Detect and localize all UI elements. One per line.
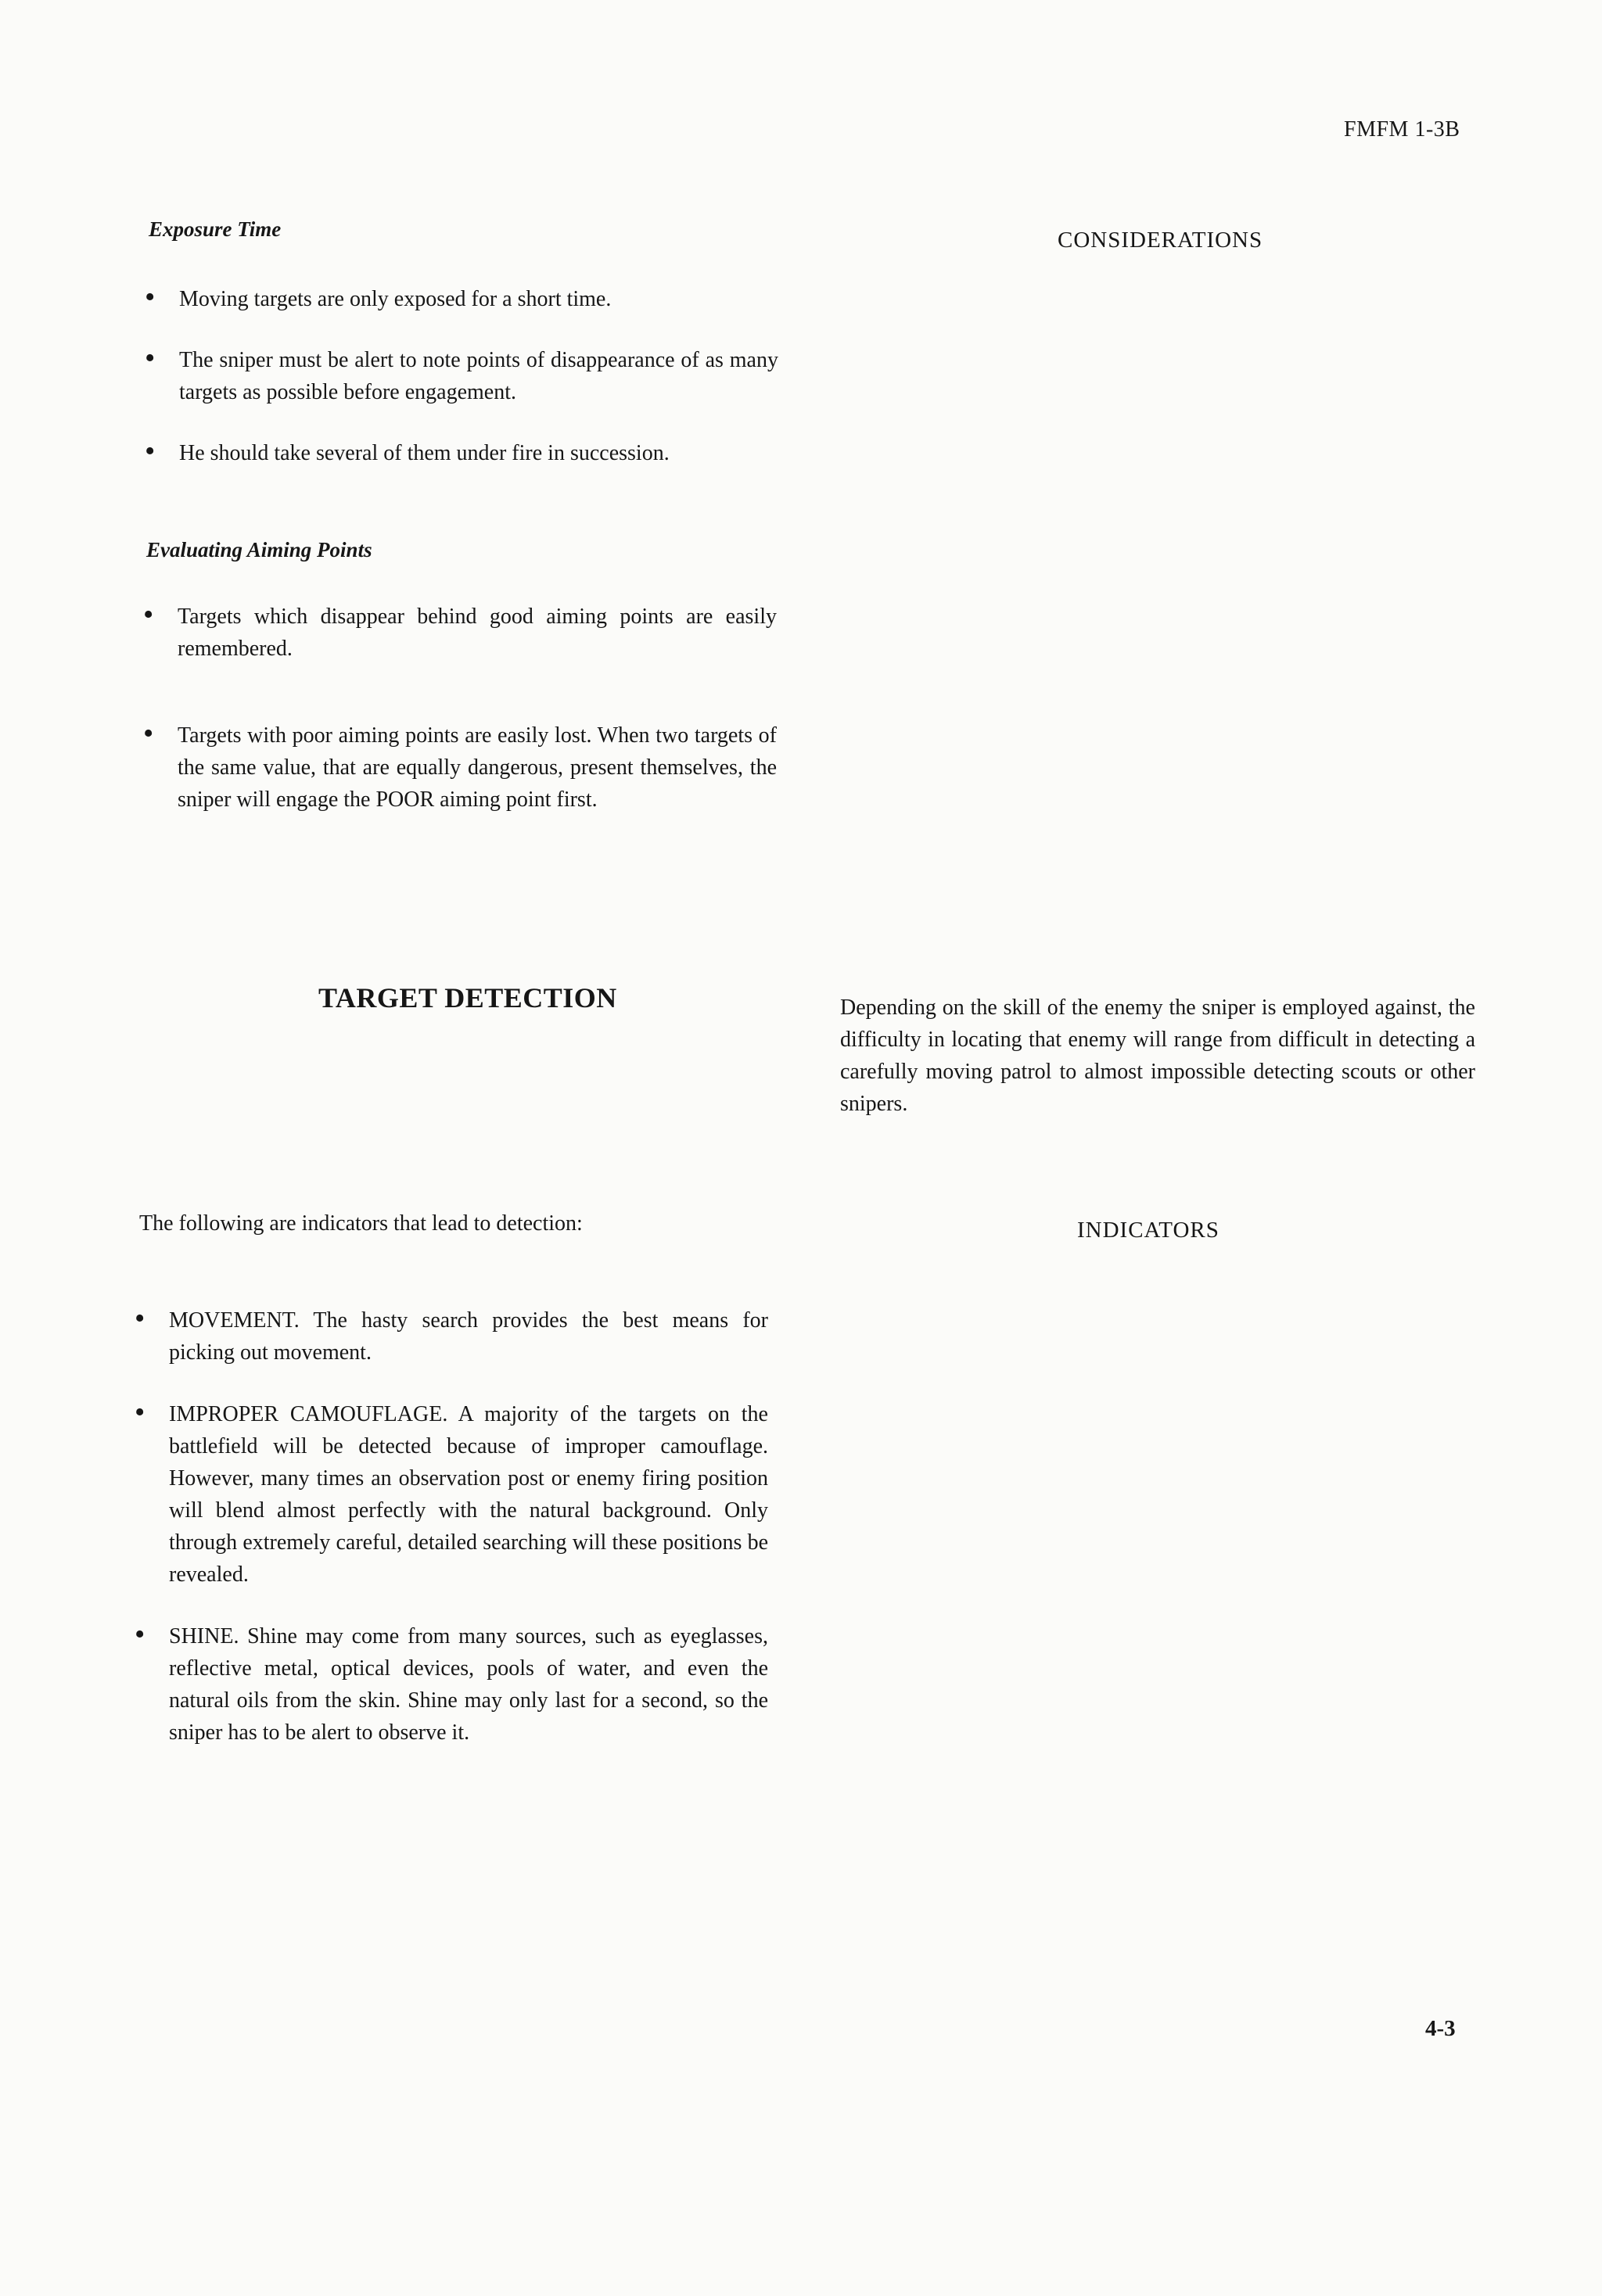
list-item: • SHINE. Shine may come from many sources, such as eyeglasses, reflective metal, optical devices, pools of water, and even the natural oils from the skin. Shine may only last for a second, so the sniper has to be alert to observe it.: [135, 1620, 768, 1749]
list-item: • Targets which disappear behind good aiming points are easily remembered.: [143, 601, 777, 665]
page-number: 4-3: [1425, 2016, 1456, 2041]
document-id: FMFM 1-3B: [1344, 117, 1460, 142]
list-item: • Targets with poor aiming points are easily lost. When two targets of the same value, that are equally dangerous, present themselves, the sniper will engage the POOR aiming point first.: [143, 719, 777, 816]
indicators-section: [135, 1304, 768, 1749]
list-item: • The sniper must be alert to note points of disappearance of as many targets as possible before engagement.: [145, 344, 778, 408]
aiming-points-section: [143, 601, 777, 816]
list-item: • He should take several of them under fire in succession.: [145, 437, 778, 469]
list-item: • MOVEMENT. The hasty search provides the best means for picking out movement.: [135, 1304, 768, 1369]
side-label-indicators: INDICATORS: [1077, 1218, 1219, 1243]
exposure-time-section: [145, 283, 778, 469]
subheading-evaluating-aiming-points: Evaluating Aiming Points: [146, 538, 372, 561]
exposure-time-list: [145, 283, 778, 469]
section-title-target-detection: TARGET DETECTION: [318, 982, 617, 1013]
list-item: • IMPROPER CAMOUFLAGE. A majority of the targets on the battlefield will be detected because of improper camouflage. However, many times an observation post or enemy firing position will blend almost perfectly with the natural background. Only through extremely careful, detailed searching will these positions be revealed.: [135, 1398, 768, 1591]
subheading-exposure-time: Exposure Time: [149, 217, 282, 241]
indicators-lead: The following are indicators that lead to detection:: [139, 1211, 583, 1236]
target-detection-intro: Depending on the skill of the enemy the sniper is employed against, the difficulty in locating that enemy will range from difficult in detecting a carefully moving patrol to almost impossible detecting scouts or other snipers.: [840, 996, 1475, 1116]
list-item: • Moving targets are only exposed for a short time.: [145, 283, 778, 315]
side-label-considerations: CONSIDERATIONS: [1058, 228, 1263, 253]
indicators-list: [135, 1304, 768, 1749]
aiming-points-list: [143, 601, 777, 816]
